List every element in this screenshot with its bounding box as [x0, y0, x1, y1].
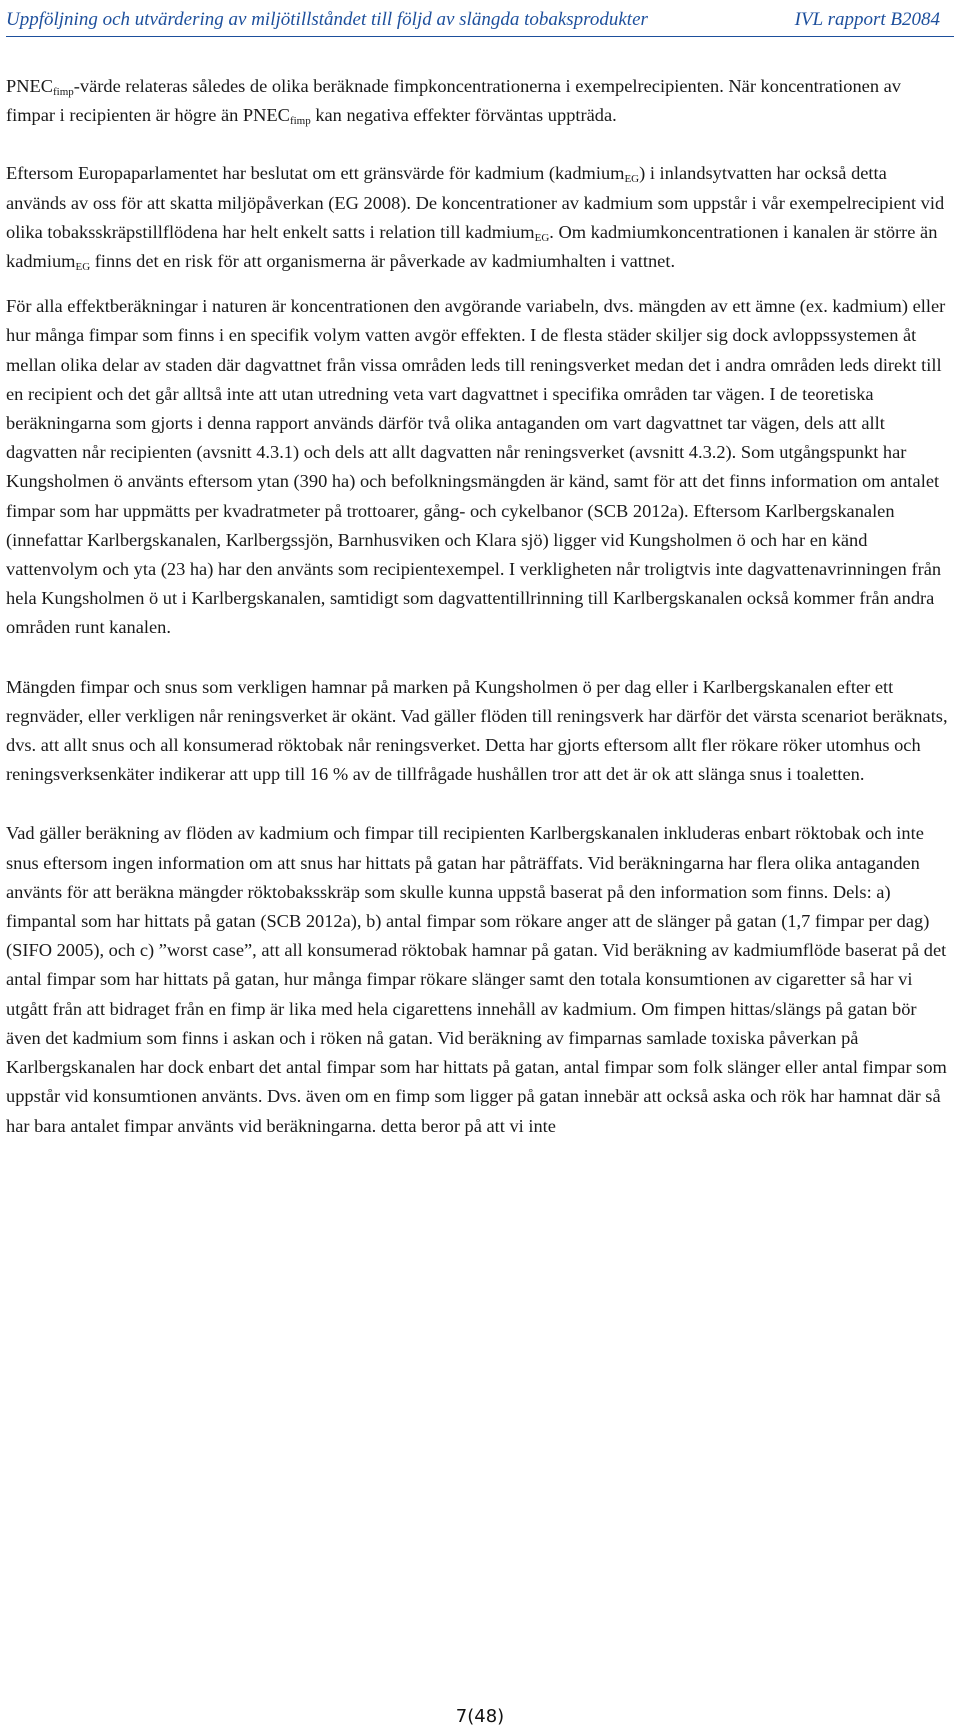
- paragraph-fimpar-snus: Mängden fimpar och snus som verkligen hamnar på marken på Kungsholmen ö per dag eller i Karlbergskanalen efter ett regnväder, eller verkligen når reningsverket är okänt. Vad gäller flöden till reningsverk har därför det värsta scenariot beräknats, dvs. att allt snus och all konsumerad röktobak når reningsverket. Detta har gjorts eftersom allt fler rökare röker utomhus och reningsverksenkäter indikerar att upp till 16 % av de tillfrågade hushållen tror att det är ok att slänga snus i toaletten.: [6, 676, 948, 785]
- body-text: [6, 72, 951, 1141]
- text-run: PNEC: [6, 76, 54, 96]
- report-number: IVL rapport B2084: [794, 9, 940, 30]
- subscript: fimp: [289, 115, 311, 128]
- report-title: Uppföljning och utvärdering av miljötillståndet till följd av slängda tobaksprodukter: [6, 9, 648, 30]
- paragraph-effektberakningar: För alla effektberäkningar i naturen är koncentrationen den avgörande variabeln, dvs. mängden av ett ämne (ex. kadmium) eller hur många fimpar som finns i en specifik volym vatten avgör effekten. I de flesta städer skiljer sig dock avloppssystemen åt mellan olika delar av staden där dagvattnet från vissa områden leds till reningsverket medan det i andra områden leds direkt till en recipient och det går alltså inte att utan utredning veta vart dagvattnet i specifika områden tar vägen. I de teoretiska beräkningarna som gjorts i denna rapport används därför två olika antaganden om vart dagvattnet tar vägen, dels att allt dagvatten når recipienten (avsnitt 4.3.1) och dels att allt dagvatten når reningsverket (avsnitt 4.3.2). Som utgångspunkt har Kungsholmen ö använts eftersom ytan (390 ha) och befolkningsmängden är känd, samt för att det finns information om antalet fimpar som har uppmätts per kvadratmeter på trottoarer, gång- och cykelbanor (SCB 2012a). Eftersom Karlbergskanalen (innefattar Karlbergskanalen, Karlbergssjön, Barnhusviken och Klara sjö) ligger vid Kungsholmen ö och har en känd vattenvolym och yta (23 ha) har den använts som recipientexempel. I verkligheten når troligtvis inte dagvattenavrinningen från hela Kungsholmen ö ut i Karlbergskanalen, samtidigt som dagvattentillrinning till Karlbergskanalen också kommer från andra områden runt kanalen.: [6, 296, 946, 638]
- subscript: fimp: [53, 86, 74, 98]
- paragraph-flodesberakning: Vad gäller beräkning av flöden av kadmium och fimpar till recipienten Karlbergskanalen inkluderas enbart röktobak och inte snus eftersom ingen information om att snus har hittats på gatan har påträffats. Vid beräkningarna har flera olika antaganden använts för att beräkna mängder röktobaksskräp som skulle kunna uppstå baserat på den information som finns. Dels: a) fimpantal som har hittats på gatan (SCB 2012a), b) antal fimpar som rökare anger att de slänger på gatan (1,7 fimpar per dag) (SIFO 2005), och c) ”worst case”, att all konsumerad röktobak hamnar på gatan. Vid beräkning av kadmiumflöde baserat på det antal fimpar som har hittats på gatan, hur många fimpar rökare slänger samt den totala konsumtionen av cigaretter så har vi utgått från att bidraget från en fimp är lika med hela cigarettens innehåll av kadmium. Om fimpen hittas/slängs på gatan bör även det kadmium som finns i askan och i röken nå gatan. Vid beräkning av fimparnas samlade toxiska påverkan på Karlbergskanalen har dock enbart det antal fimpar som har hittats på gatan, antal fimpar som folk slänger eller antal fimpar som uppstår vid konsumtionen använts. Dvs. även om en fimp som ligger på gatan innebär att också aska och rök har hamnat där så har bara antalet fimpar använts vid beräkningarna. detta beror på att vi inte: [6, 823, 947, 1136]
- paragraph-kadmium: [6, 159, 951, 276]
- page-number: 7(48): [455, 1706, 505, 1727]
- text-run: finns det en risk för att organismerna är påverkade av kadmiumhalten i vattnet.: [90, 251, 676, 272]
- text-run: Eftersom Europaparlamentet har beslutat om ett gränsvärde för kadmium (kadmium: [6, 163, 625, 184]
- header-divider: [6, 36, 954, 37]
- text-run: ) i inlandsytvatten har också detta används av oss för att skatta miljöpåverkan (EG 2008). De koncentrationer av kadmium som uppstår i vår exempelrecipient vid olika tobaksskräpstillflödena har helt enkelt satts i relation till kadmium: [6, 163, 945, 242]
- subscript: EG: [624, 173, 640, 186]
- paragraph-pnec: [6, 72, 951, 130]
- subscript: EG: [75, 261, 91, 274]
- text-run: . Om kadmiumkoncentrationen i kanalen är större än kadmium: [6, 221, 938, 272]
- text-run: kan negativa effekter förväntas uppträda.: [310, 105, 617, 126]
- text-run: -värde relateras således de olika beräknade fimpkoncentrationerna i exempelrecipienten. När koncentrationen av fimpar i recipienten är högre än PNEC: [6, 76, 901, 126]
- subscript: EG: [534, 231, 550, 244]
- page-header: [6, 6, 940, 34]
